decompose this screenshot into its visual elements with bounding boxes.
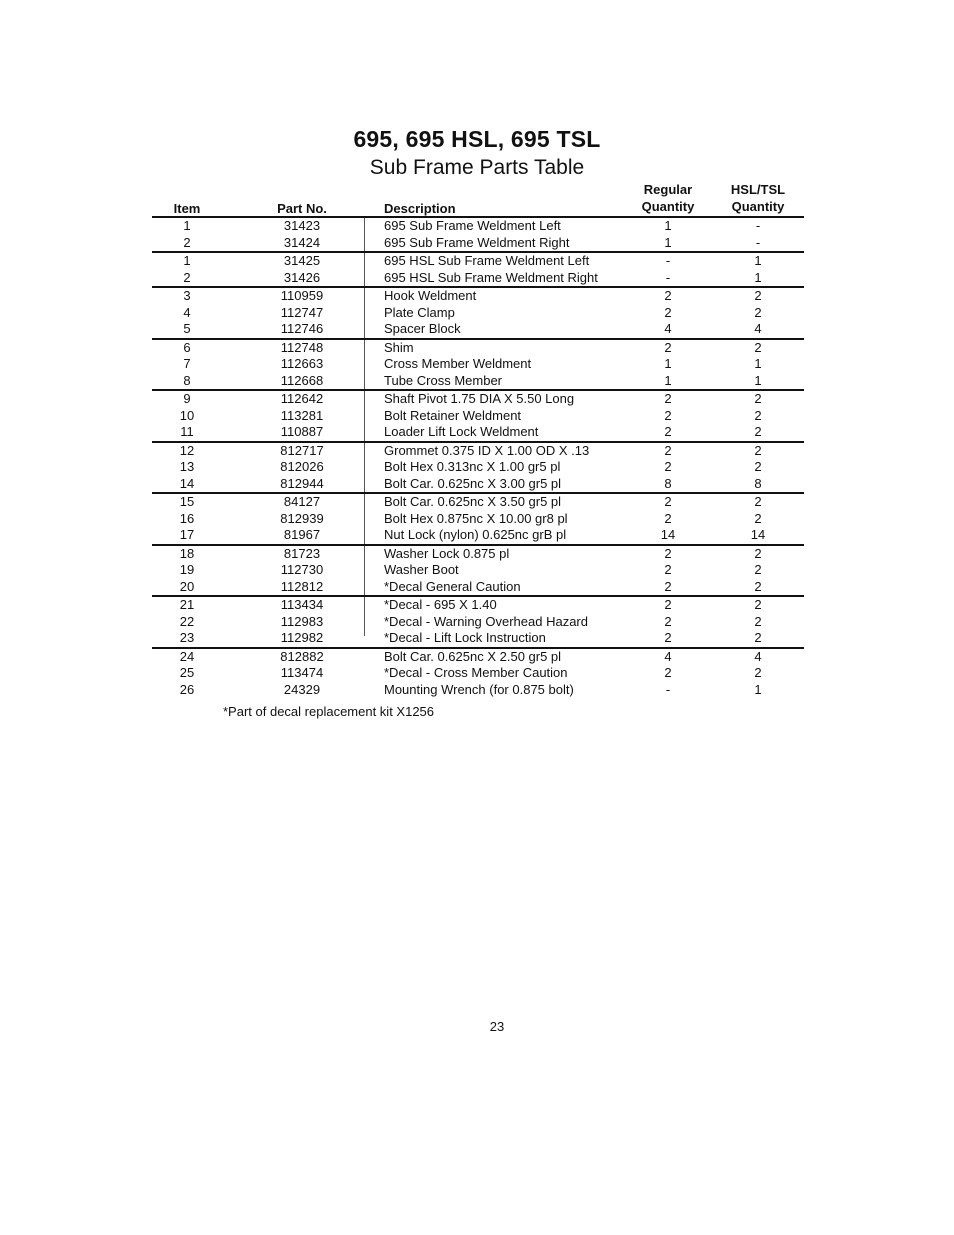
header-hsl-tsl-quantity <box>718 181 798 215</box>
cell-part-no: 812717 <box>280 442 324 458</box>
cell-item: 25 <box>179 665 195 680</box>
cell-part-no: 112982 <box>280 630 324 645</box>
cell-hsl-qty: 2 <box>754 613 762 629</box>
cell-description: Cross Member Weldment <box>384 356 532 371</box>
table-row <box>152 630 804 647</box>
cell-part-no: 31423 <box>283 218 321 233</box>
cell-part-no: 31425 <box>283 253 321 268</box>
cell-regular-qty: 2 <box>664 442 672 458</box>
cell-part-no: 112730 <box>280 562 324 577</box>
cell-part-no: 81723 <box>283 545 321 561</box>
row-group <box>152 251 804 286</box>
cell-hsl-qty: - <box>755 234 761 250</box>
table-row <box>152 476 804 493</box>
cell-part-no: 812944 <box>280 475 324 491</box>
cell-hsl-qty: 1 <box>754 269 762 285</box>
table-row <box>152 340 804 357</box>
cell-hsl-qty: 2 <box>754 597 762 612</box>
cell-description: 695 Sub Frame Weldment Right <box>384 234 570 250</box>
cell-hsl-qty: 1 <box>754 253 762 268</box>
table-row <box>152 288 804 305</box>
cell-description: Mounting Wrench (for 0.875 bolt) <box>384 681 574 697</box>
header-description: Description <box>384 201 456 216</box>
header-regular-line1: Regular <box>643 182 693 197</box>
cell-regular-qty: 2 <box>664 578 672 594</box>
cell-description: Bolt Hex 0.875nc X 10.00 gr8 pl <box>384 510 568 526</box>
cell-description: Bolt Car. 0.625nc X 3.50 gr5 pl <box>384 494 562 509</box>
cell-description: Shaft Pivot 1.75 DIA X 5.50 Long <box>384 391 575 406</box>
cell-description: *Decal - Lift Lock Instruction <box>384 630 546 645</box>
table-row <box>152 356 804 373</box>
cell-regular-qty: 4 <box>664 648 672 664</box>
cell-part-no: 812882 <box>280 648 324 664</box>
table-row <box>152 321 804 338</box>
table-row <box>152 373 804 390</box>
cell-description: Bolt Retainer Weldment <box>384 407 522 423</box>
cell-description: Bolt Car. 0.625nc X 3.00 gr5 pl <box>384 475 562 491</box>
cell-description: 695 Sub Frame Weldment Left <box>384 218 561 233</box>
cell-regular-qty: 2 <box>664 665 672 680</box>
row-group <box>152 286 804 338</box>
cell-hsl-qty: 2 <box>754 494 762 509</box>
cell-item: 15 <box>179 494 195 509</box>
cell-item: 2 <box>183 269 191 285</box>
cell-item: 16 <box>179 510 195 526</box>
cell-item: 8 <box>183 372 191 388</box>
cell-item: 22 <box>179 613 195 629</box>
cell-description: *Decal General Caution <box>384 578 521 594</box>
cell-description: Tube Cross Member <box>384 372 502 388</box>
cell-item: 5 <box>183 321 191 336</box>
table-row <box>152 562 804 579</box>
cell-hsl-qty: 2 <box>754 545 762 561</box>
cell-hsl-qty: 2 <box>754 304 762 320</box>
cell-hsl-qty: 2 <box>754 391 762 406</box>
table-row <box>152 459 804 476</box>
cell-hsl-qty: 1 <box>754 356 762 371</box>
cell-hsl-qty: 2 <box>754 459 762 474</box>
cell-hsl-qty: 1 <box>754 681 762 697</box>
table-row <box>152 579 804 596</box>
cell-hsl-qty: 4 <box>754 648 762 664</box>
cell-item: 11 <box>180 424 194 439</box>
cell-item: 2 <box>183 234 191 250</box>
cell-regular-qty: 2 <box>664 545 672 561</box>
row-group <box>152 216 804 251</box>
cell-part-no: 112983 <box>280 613 324 629</box>
cell-item: 1 <box>183 218 191 233</box>
row-group <box>152 595 804 647</box>
table-row <box>152 649 804 666</box>
cell-hsl-qty: 2 <box>754 407 762 423</box>
cell-hsl-qty: 2 <box>754 339 762 355</box>
cell-item: 9 <box>183 391 191 406</box>
cell-description: Hook Weldment <box>384 288 477 303</box>
row-group <box>152 492 804 544</box>
cell-part-no: 113474 <box>280 665 324 680</box>
header-item: Item <box>173 201 201 216</box>
cell-item: 19 <box>179 562 195 577</box>
cell-hsl-qty: 2 <box>754 510 762 526</box>
cell-hsl-qty: 8 <box>754 475 762 491</box>
cell-part-no: 112746 <box>280 321 324 336</box>
cell-regular-qty: 2 <box>664 288 672 303</box>
cell-part-no: 112642 <box>280 391 324 406</box>
cell-regular-qty: - <box>665 269 671 285</box>
cell-part-no: 113434 <box>280 597 324 612</box>
cell-description: Grommet 0.375 ID X 1.00 OD X .13 <box>384 442 590 458</box>
page-subtitle: Sub Frame Parts Table <box>369 156 585 179</box>
page-title: 695, 695 HSL, 695 TSL <box>353 126 601 152</box>
table-row <box>152 253 804 270</box>
table-row <box>152 305 804 322</box>
cell-description: *Decal - 695 X 1.40 <box>384 597 497 612</box>
cell-regular-qty: 2 <box>664 424 672 439</box>
cell-item: 17 <box>179 527 195 542</box>
cell-hsl-qty: 4 <box>754 321 762 336</box>
cell-hsl-qty: 1 <box>754 372 762 388</box>
cell-description: Shim <box>384 339 414 355</box>
cell-item: 3 <box>183 288 191 303</box>
header-part-no: Part No. <box>277 201 327 216</box>
cell-hsl-qty: 2 <box>754 578 762 594</box>
cell-description: 695 HSL Sub Frame Weldment Right <box>384 269 598 285</box>
table-row <box>152 424 804 441</box>
cell-regular-qty: 2 <box>664 391 672 406</box>
cell-description: Nut Lock (nylon) 0.625nc grB pl <box>384 527 567 542</box>
cell-regular-qty: 1 <box>664 218 672 233</box>
cell-part-no: 812939 <box>280 510 324 526</box>
cell-description: 695 HSL Sub Frame Weldment Left <box>384 253 590 268</box>
table-row <box>152 270 804 287</box>
cell-regular-qty: 2 <box>664 630 672 645</box>
cell-item: 26 <box>179 681 195 697</box>
cell-regular-qty: 1 <box>664 234 672 250</box>
cell-regular-qty: 2 <box>664 613 672 629</box>
row-group <box>152 544 804 596</box>
cell-item: 21 <box>179 597 195 612</box>
cell-part-no: 110959 <box>280 288 324 303</box>
cell-description: Plate Clamp <box>384 304 455 320</box>
cell-regular-qty: 14 <box>660 527 676 542</box>
table-row <box>152 546 804 563</box>
header-regular-quantity <box>628 181 708 215</box>
cell-item: 6 <box>183 339 191 355</box>
header-regular-line2: Quantity <box>641 199 695 214</box>
cell-item: 20 <box>179 578 195 594</box>
cell-part-no: 110887 <box>280 424 324 439</box>
cell-hsl-qty: 2 <box>754 665 762 680</box>
table-row <box>152 443 804 460</box>
row-group <box>152 441 804 493</box>
cell-hsl-qty: 2 <box>754 442 762 458</box>
cell-regular-qty: 2 <box>664 562 672 577</box>
cell-part-no: 112748 <box>280 339 324 355</box>
cell-part-no: 24329 <box>283 681 321 697</box>
cell-item: 14 <box>179 475 195 491</box>
cell-hsl-qty: 14 <box>750 527 766 542</box>
cell-regular-qty: 2 <box>664 494 672 509</box>
cell-item: 18 <box>179 545 195 561</box>
cell-item: 13 <box>179 459 195 474</box>
cell-regular-qty: 2 <box>664 339 672 355</box>
table-row <box>152 527 804 544</box>
cell-hsl-qty: 2 <box>754 630 762 645</box>
cell-part-no: 81967 <box>283 527 321 542</box>
table-row <box>152 682 804 699</box>
cell-item: 10 <box>179 407 195 423</box>
cell-hsl-qty: 2 <box>754 562 762 577</box>
cell-part-no: 112747 <box>280 304 324 320</box>
cell-description: *Decal - Warning Overhead Hazard <box>384 613 588 629</box>
cell-regular-qty: 2 <box>664 304 672 320</box>
row-group <box>152 389 804 441</box>
cell-regular-qty: 2 <box>664 510 672 526</box>
table-row <box>152 408 804 425</box>
cell-part-no: 812026 <box>280 459 324 474</box>
cell-description: *Decal - Cross Member Caution <box>384 665 568 680</box>
footnote: *Part of decal replacement kit X1256 <box>223 704 435 719</box>
cell-item: 7 <box>183 356 191 371</box>
table-row <box>152 391 804 408</box>
cell-hsl-qty: 2 <box>754 288 762 303</box>
cell-regular-qty: - <box>665 253 671 268</box>
cell-regular-qty: - <box>665 681 671 697</box>
cell-description: Washer Lock 0.875 pl <box>384 545 510 561</box>
cell-regular-qty: 8 <box>664 475 672 491</box>
table-row <box>152 597 804 614</box>
cell-regular-qty: 1 <box>664 372 672 388</box>
parts-table <box>152 216 804 698</box>
header-hsl-line2: Quantity <box>731 199 785 214</box>
table-row <box>152 494 804 511</box>
cell-description: Loader Lift Lock Weldment <box>384 424 539 439</box>
cell-part-no: 31426 <box>283 269 321 285</box>
cell-description: Bolt Hex 0.313nc X 1.00 gr5 pl <box>384 459 561 474</box>
cell-part-no: 112812 <box>280 578 324 594</box>
table-row <box>152 235 804 252</box>
cell-item: 23 <box>179 630 195 645</box>
cell-regular-qty: 1 <box>664 356 672 371</box>
cell-item: 1 <box>183 253 191 268</box>
cell-description: Bolt Car. 0.625nc X 2.50 gr5 pl <box>384 648 562 664</box>
cell-part-no: 112668 <box>280 372 324 388</box>
cell-part-no: 113281 <box>280 407 324 423</box>
cell-item: 24 <box>179 648 195 664</box>
row-group <box>152 647 804 699</box>
header-hsl-line1: HSL/TSL <box>730 182 786 197</box>
table-row <box>152 614 804 631</box>
cell-regular-qty: 2 <box>664 459 672 474</box>
cell-description: Washer Boot <box>384 562 459 577</box>
cell-item: 4 <box>183 304 191 320</box>
page-number: 23 <box>489 1019 505 1034</box>
cell-part-no: 84127 <box>283 494 321 509</box>
cell-part-no: 31424 <box>283 234 321 250</box>
cell-hsl-qty: - <box>755 218 761 233</box>
table-row <box>152 665 804 682</box>
cell-item: 12 <box>179 442 195 458</box>
cell-regular-qty: 4 <box>664 321 672 336</box>
cell-regular-qty: 2 <box>664 407 672 423</box>
cell-part-no: 112663 <box>280 356 324 371</box>
row-group <box>152 338 804 390</box>
table-row <box>152 511 804 528</box>
table-row <box>152 218 804 235</box>
cell-regular-qty: 2 <box>664 597 672 612</box>
cell-hsl-qty: 2 <box>754 424 762 439</box>
cell-description: Spacer Block <box>384 321 461 336</box>
